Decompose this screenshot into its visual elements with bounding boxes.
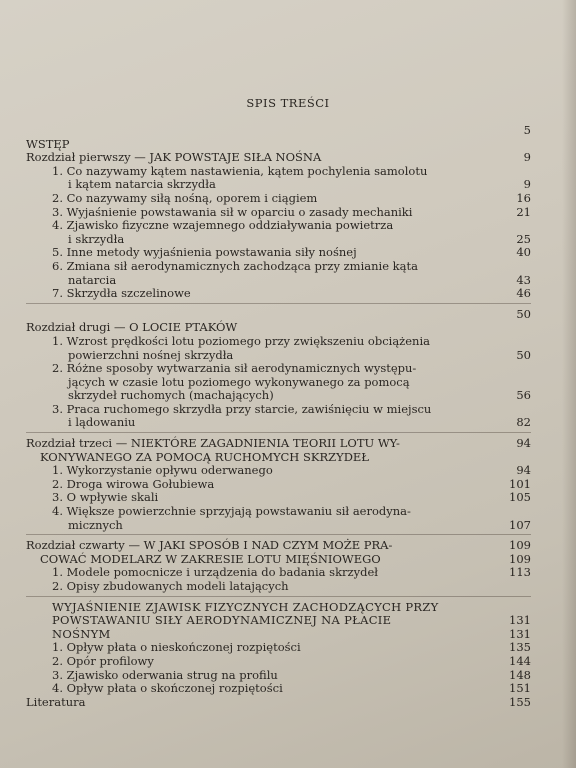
toc-entry-title: 3. Wyjaśnienie powstawania sił w oparciu o zasady mechaniki [52,204,413,219]
toc-entry-title: 3. Zjawisko oderwania strug na profilu [52,667,278,682]
toc-entry [26,451,531,465]
section-divider [26,596,531,597]
toc-entry-title: 5. Inne metody wyjaśnienia powstawania siły nośnej [52,245,357,260]
toc-entry [26,192,531,206]
toc-entry-title: 2. Opór profilowy [52,653,154,668]
toc-entry [26,349,531,363]
toc-entry [26,178,531,192]
toc-entry-title: 3. Praca ruchomego skrzydła przy starcie, zawiśnięciu w miejscu [52,401,432,416]
toc-entry-page: 131 [509,613,531,628]
toc-entry-page: 50 [516,347,531,362]
toc-entry-title: 1. Wzrost prędkości lotu poziomego przy zwiększeniu obciążenia [52,333,430,348]
toc-entry-title: jących w czasie lotu poziomego wykonywanego za pomocą [68,374,410,389]
toc-entry [26,246,531,260]
toc-entry-title: micznych [68,517,123,532]
toc-entry [26,601,531,615]
toc-entry-title: 7. Skrzydła szczelinowe [52,286,191,301]
toc-entry-title: 1. Opływ płata o nieskończonej rozpiętości [52,640,301,655]
toc-entry-title: Rozdział trzeci — NIEKTÓRE ZAGADNIENIA TEORII LOTU WY- [26,436,400,451]
toc-entry-page: 94 [516,436,531,451]
toc-entry-page: 43 [516,272,531,287]
toc-entry [26,165,531,179]
toc-entry [26,539,531,553]
toc-entry-title: i skrzydła [68,231,125,246]
toc-entry-title: Rozdział czwarty — W JAKI SPOSÓB I NAD CZYM MOŻE PRA- [26,538,393,553]
toc-entry-title: 2. Droga wirowa Gołubiewa [52,476,215,491]
toc-entry [26,287,531,301]
toc-entry-page: 56 [516,388,531,403]
toc-entry-title: 6. Zmiana sił aerodynamicznych zachodząca przy zmianie kąta [52,258,418,273]
toc-entry [26,389,531,403]
toc-entry-page: 82 [516,415,531,430]
toc-entry-page: 9 [523,177,531,192]
toc-entry [26,682,531,696]
section-divider [26,534,531,535]
toc-entry [26,628,531,642]
table-of-contents [26,124,531,709]
toc-entry [26,403,531,417]
toc-entry-page: 113 [509,565,531,580]
toc-entry [26,416,531,430]
toc-entry-title: 4. Opływ płata o skończonej rozpiętości [52,681,283,696]
toc-entry-page: 16 [516,190,531,205]
toc-entry-title: i lądowaniu [68,415,136,430]
toc-entry-page: 101 [509,476,531,491]
toc-entry [26,124,531,138]
toc-entry-title: powierzchni nośnej skrzydła [68,347,234,362]
section-divider [26,432,531,433]
toc-entry-title: WYJAŚNIENIE ZJAWISK FIZYCZNYCH ZACHODZĄCYCH PRZY [52,599,439,614]
toc-entry-title: 2. Co nazywamy siłą nośną, oporem i ciągiem [52,190,318,205]
toc-entry-page: 135 [509,640,531,655]
toc-entry [26,505,531,519]
toc-entry-page: 148 [509,667,531,682]
toc-entry [26,491,531,505]
toc-entry [26,274,531,288]
toc-entry-title: COWAĆ MODELARZ W ZAKRESIE LOTU MIĘŚNIOWEGO [40,551,381,566]
toc-entry-title: POWSTAWANIU SIŁY AERODYNAMICZNEJ NA PŁACIE [52,613,392,628]
toc-entry-title: 2. Opisy zbudowanych modeli latających [52,579,289,593]
toc-entry-page: 46 [516,286,531,301]
toc-entry [26,308,531,322]
toc-entry-title: 1. Wykorzystanie opływu oderwanego [52,463,273,478]
toc-entry [26,478,531,492]
toc-entry-title: natarcia [68,272,117,287]
toc-entry-page: 155 [509,694,531,709]
toc-entry-title: Rozdział pierwszy — JAK POWSTAJE SIŁA NOŚNA [26,150,322,165]
toc-entry [26,519,531,533]
toc-entry-page: 50 [516,306,531,321]
toc-entry-title: skrzydeł ruchomych (machających) [68,388,274,403]
toc-entry-page: 9 [523,150,531,165]
toc-entry [26,206,531,220]
toc-entry [26,260,531,274]
toc-entry-title: 4. Zjawisko fizyczne wzajemnego oddziaływania powietrza [52,218,394,233]
toc-entry-page: 105 [509,490,531,505]
toc-entry [26,566,531,580]
toc-entry [26,376,531,390]
toc-entry-page: 94 [516,463,531,478]
toc-entry [26,151,531,165]
toc-entry-title: Rozdział drugi — O LOCIE PTAKÓW [26,320,238,335]
toc-entry [26,335,531,349]
toc-entry-page: 25 [516,231,531,246]
toc-entry-title: 3. O wpływie skali [52,490,159,505]
toc-entry-page: 40 [516,245,531,260]
toc-entry-page: 109 [509,551,531,566]
toc-entry-page: 144 [509,653,531,668]
toc-entry-title: i kątem natarcia skrzydła [68,177,216,192]
toc-entry [26,138,531,152]
toc-entry-title: WSTĘP [26,136,70,151]
section-divider [26,303,531,304]
toc-entry-page: 107 [509,517,531,532]
toc-title: SPIS TREŚCI [246,96,330,110]
toc-entry-page: 151 [509,681,531,696]
toc-entry [26,655,531,669]
toc-entry-page: 5 [523,123,531,137]
toc-entry [26,321,531,335]
toc-entry-page: 21 [516,204,531,219]
toc-entry-page: 131 [509,626,531,641]
toc-entry-title: Literatura [26,694,86,709]
toc-entry [26,669,531,683]
toc-entry-title: 4. Większe powierzchnie sprzyjają powstawaniu sił aerodyna- [52,504,411,519]
toc-entry [26,641,531,655]
toc-entry-title: KONYWANEGO ZA POMOCĄ RUCHOMYCH SKRZYDEŁ [40,449,369,464]
toc-entry [26,362,531,376]
toc-entry-title: 1. Co nazywamy kątem nastawienia, kątem pochylenia samolotu [52,163,428,178]
toc-entry-title: NOŚNYM [52,626,111,641]
toc-entry-page: 109 [509,538,531,553]
toc-entry [26,553,531,567]
toc-entry [26,696,531,710]
toc-entry-title: 1. Modele pomocnicze i urządzenia do badania skrzydeł [52,565,378,580]
toc-entry [26,233,531,247]
toc-entry [26,219,531,233]
toc-entry [26,580,531,594]
toc-entry [26,437,531,451]
page-edge-shadow [562,0,576,768]
toc-entry [26,614,531,628]
toc-entry-title: 2. Różne sposoby wytwarzania sił aerodynamicznych występu- [52,361,417,376]
toc-entry [26,464,531,478]
